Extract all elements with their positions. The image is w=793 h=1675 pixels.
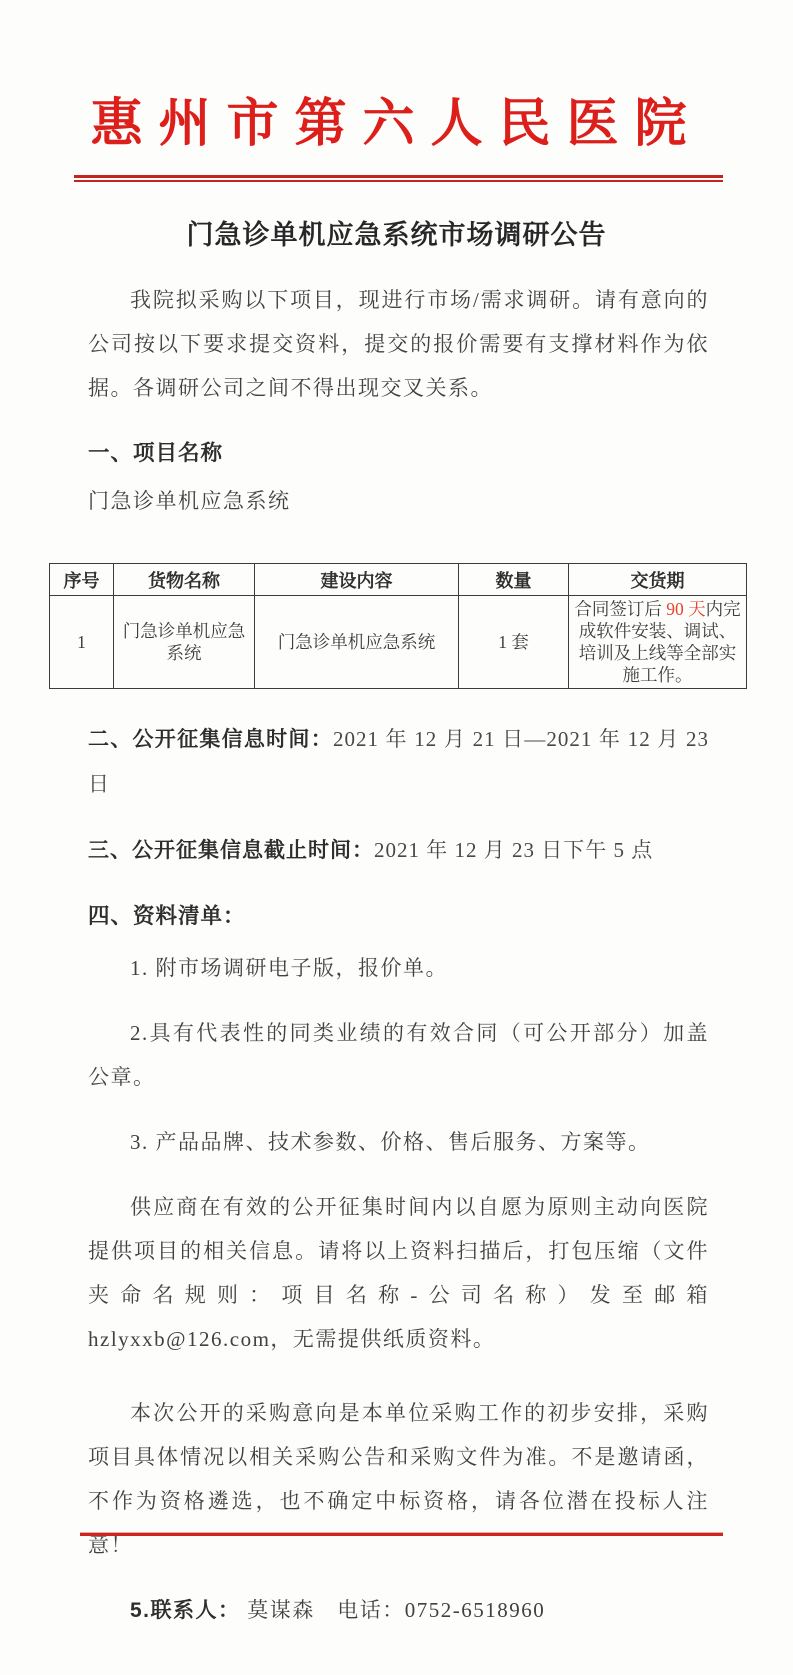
contact-line bbox=[88, 1588, 709, 1633]
letterhead-double-rule bbox=[74, 175, 723, 182]
contact-value: 莫谋森 电话：0752-6518960 bbox=[247, 1598, 546, 1622]
cell-build-content: 门急诊单机应急系统 bbox=[255, 596, 459, 689]
section-3-line bbox=[88, 828, 709, 873]
col-header-quantity: 数量 bbox=[459, 564, 569, 596]
col-header-delivery: 交货期 bbox=[569, 564, 747, 596]
supplier-paragraph: 供应商在有效的公开征集时间内以自愿为原则主动向医院提供项目的相关信息。请将以上资料扫描后，打包压缩（文件夹命名规则：项目名称-公司名称）发至邮箱 hzlyxxb@126.com，无需提供纸质资料。 bbox=[88, 1195, 709, 1351]
section-4-heading: 四、资料清单： bbox=[88, 904, 246, 928]
table-row bbox=[50, 596, 747, 689]
col-header-goods-name: 货物名称 bbox=[114, 564, 255, 596]
procurement-table bbox=[49, 563, 747, 689]
cell-seq: 1 bbox=[50, 596, 114, 689]
cell-delivery bbox=[569, 596, 747, 689]
project-name: 门急诊单机应急系统 bbox=[88, 489, 291, 513]
footer-rule bbox=[80, 1532, 723, 1536]
section-1-heading: 一、项目名称 bbox=[88, 441, 224, 465]
hospital-name: 惠州市第六人民医院 bbox=[90, 96, 703, 153]
list-item-3: 3. 产品品牌、技术参数、价格、售后服务、方案等。 bbox=[130, 1130, 651, 1154]
delivery-days-highlight: 90 天 bbox=[666, 599, 706, 619]
section-3-value: 2021 年 12 月 23 日下午 5 点 bbox=[374, 838, 654, 862]
section-2-label: 二、公开征集信息时间： bbox=[88, 728, 333, 751]
letterhead bbox=[0, 88, 793, 161]
delivery-suffix: 内完成软件安装、调试、培训及上线等全部实施工作。 bbox=[578, 599, 741, 685]
page-title: 门急诊单机应急系统市场调研公告 bbox=[186, 220, 607, 250]
list-item-2: 2.具有代表性的同类业绩的有效合同（可公开部分）加盖公章。 bbox=[88, 1021, 709, 1089]
contact-label: 5.联系人： bbox=[130, 1599, 241, 1622]
table-header-row bbox=[50, 564, 747, 596]
section-2-line bbox=[88, 717, 709, 807]
notice-paragraph: 本次公开的采购意向是本单位采购工作的初步安排，采购项目具体情况以相关采购公告和采购文件为准。不是邀请函，不作为资格遴选，也不确定中标资格，请各位潜在投标人注意！ bbox=[88, 1401, 709, 1557]
section-3-label: 三、公开征集信息截止时间： bbox=[88, 839, 374, 862]
list-item-1: 1. 附市场调研电子版，报价单。 bbox=[130, 956, 448, 980]
cell-quantity: 1 套 bbox=[459, 596, 569, 689]
intro-paragraph: 我院拟采购以下项目，现进行市场/需求调研。请有意向的公司按以下要求提交资料，提交的报价需要有支撑材料作为依据。各调研公司之间不得出现交叉关系。 bbox=[88, 288, 709, 400]
delivery-prefix: 合同签订后 bbox=[574, 599, 667, 619]
col-header-seq: 序号 bbox=[50, 564, 114, 596]
cell-goods-name: 门急诊单机应急系统 bbox=[114, 596, 255, 689]
section-2-value: 2021 年 12 月 21 日—2021 年 12 月 23 日 bbox=[88, 727, 710, 796]
col-header-build-content: 建设内容 bbox=[255, 564, 459, 596]
